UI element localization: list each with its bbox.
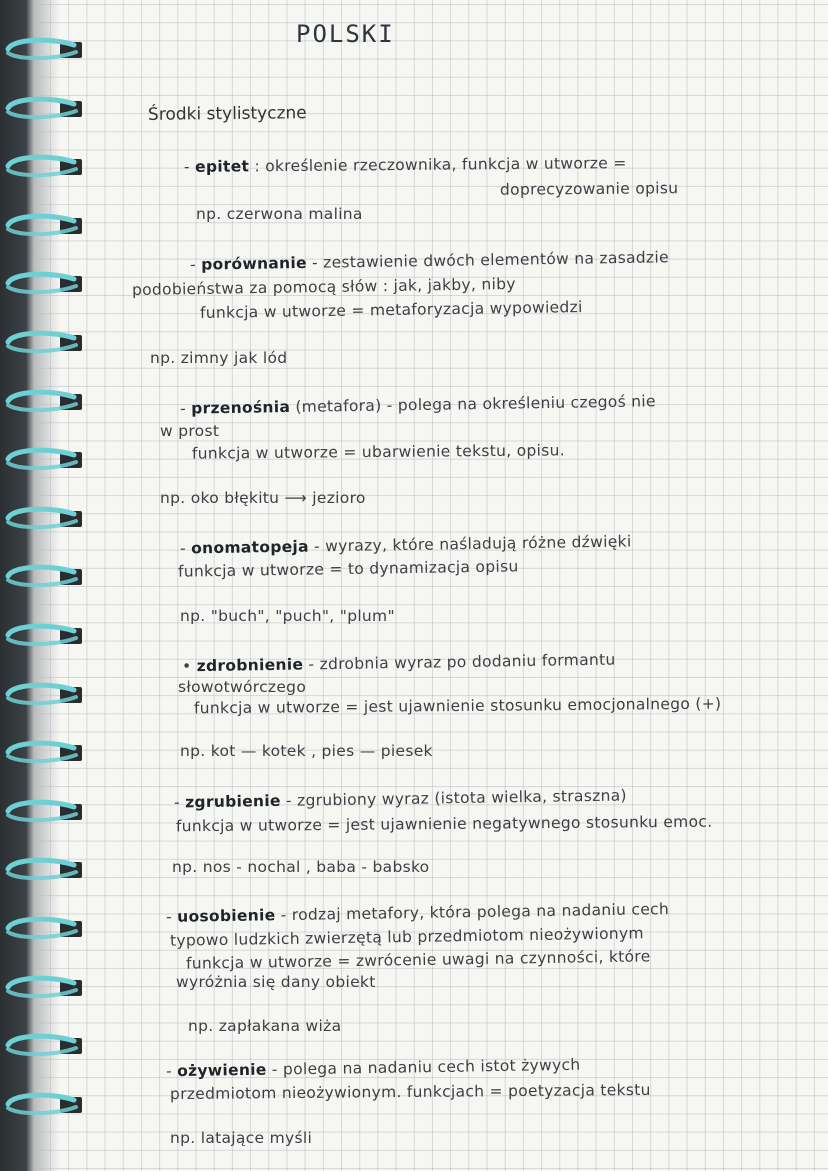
onomatopeja-example: np. "buch", "puch", "plum" [180,607,395,625]
uosobienie-function-cont: wyróżnia się dany obiekt [176,973,376,991]
ozywienie-definition-cont: przedmiotom nieożywionym. funkcjach = poetyzacja tekstu [169,1080,651,1104]
porownanie-definition-cont: podobieństwa za pomocą słów : jak, jakby, niby [131,274,516,300]
onomatopeja-definition: - wyrazy, które naśladują różne dźwięki [313,532,632,556]
epitet-definition-cont: doprecyzowanie opisu [499,179,679,199]
zdrobnienie-function: funkcja w utworze = jest ujawnienie stosunku emocjonalnego (+) [193,694,722,718]
onomatopeja-term: onomatopeja [191,537,309,558]
section-heading: Środki stylistyczne [147,103,307,125]
zdrobnienie-term: zdrobnienie [196,655,304,676]
spiral-ring [4,153,88,179]
zgrubienie-function: funkcja w utworze = jest ujawnienie negatywnego stosunku emoc. [175,812,713,836]
spiral-ring [4,388,88,414]
spiral-ring [4,798,88,824]
zgrubienie-line: - zgrubienie - zgrubiony wyraz (istota wielka, straszna) [173,786,627,812]
spiral-ring [4,36,88,62]
porownanie-line: - porównanie - zestawienie dwóch elementów na zasadzie [189,248,670,274]
przenosnia-example [160,489,366,507]
spiral-ring [4,270,88,296]
spiral-ring [4,1091,88,1117]
spiral-ring [4,974,88,1000]
onomatopeja-line: - onomatopeja - wyrazy, które naśladują różne dźwięki [179,532,632,558]
zgrubienie-example: np. nos - nochal , baba - babsko [172,858,430,876]
zdrobnienie-line: • zdrobnienie - zdrobnia wyraz po dodaniu formantu [181,650,616,676]
zdrobnienie-definition-cont: słowotwórczego [178,678,307,696]
spiral-ring [4,622,88,648]
epitet-term: epitet [195,157,250,176]
zgrubienie-term: zgrubienie [185,791,281,812]
spiral-ring [4,212,88,238]
page-title: POLSKI [296,20,395,48]
ozywienie-term: ożywienie [177,1060,267,1081]
przenosnia-function: funkcja w utworze = ubarwienie tekstu, opisu. [191,441,565,463]
przenosnia-definition: (metafora) - polega na określeniu czegoś nie [295,392,656,416]
spiral-ring [4,505,88,531]
spiral-ring [4,446,88,472]
uosobienie-definition-cont: typowo ludzkich zwierzętą lub przedmiotom nieożywionym [169,924,644,950]
uosobienie-definition: - rodzaj metafory, która polega na nadaniu cech [280,900,670,925]
porownanie-definition: - zestawienie dwóch elementów na zasadzie [311,248,670,272]
onomatopeja-function: funkcja w utworze = to dynamizacja opisu [177,557,519,581]
spiral-ring [4,563,88,589]
uosobienie-example: np. zapłakana wiża [188,1017,342,1035]
uosobienie-line: - uosobienie - rodzaj metafory, która polega na nadaniu cech [165,900,670,926]
epitet-definition: : określenie rzeczownika, funkcja w utworze = [254,154,627,176]
spiral-ring [4,856,88,882]
zgrubienie-definition: - zgrubiony wyraz (istota wielka, straszna) [285,786,627,810]
porownanie-term: porównanie [201,253,308,274]
przenosnia-example-left: np. oko błękitu [160,489,280,507]
spiral-ring [4,915,88,941]
przenosnia-term: przenośnia [191,398,291,418]
zdrobnienie-definition: - zdrobnia wyraz po dodaniu formantu [308,650,616,674]
spiral-ring [4,1032,88,1058]
epitet-example: np. czerwona malina [196,205,363,223]
porownanie-function: funkcja w utworze = metaforyzacja wypowiedzi [199,297,583,323]
spiral-ring [4,95,88,121]
uosobienie-term: uosobienie [177,906,276,926]
arrow-icon: ⟶ [284,489,308,507]
spiral-ring [4,329,88,355]
przenosnia-line: - przenośnia (metafora) - polega na określeniu czegoś nie [179,392,656,418]
spiral-ring [4,681,88,707]
epitet-line: - epitet : określenie rzeczownika, funkcja w utworze = [183,154,627,176]
przenosnia-definition-cont: w prost [160,422,220,440]
spiral-binding [0,0,120,1171]
przenosnia-example-right: jezioro [312,489,366,507]
uosobienie-function: funkcja w utworze = zwrócenie uwagi na czynności, które [185,947,651,973]
zdrobnienie-example: np. kot — kotek , pies — piesek [180,742,433,760]
ozywienie-example: np. latające myśli [170,1129,313,1147]
ozywienie-line: - ożywienie - polega na nadaniu cech istot żywych [165,1055,581,1081]
ozywienie-definition: - polega na nadaniu cech istot żywych [271,1055,581,1079]
spiral-ring [4,739,88,765]
porownanie-example: np. zimny jak lód [150,349,288,367]
